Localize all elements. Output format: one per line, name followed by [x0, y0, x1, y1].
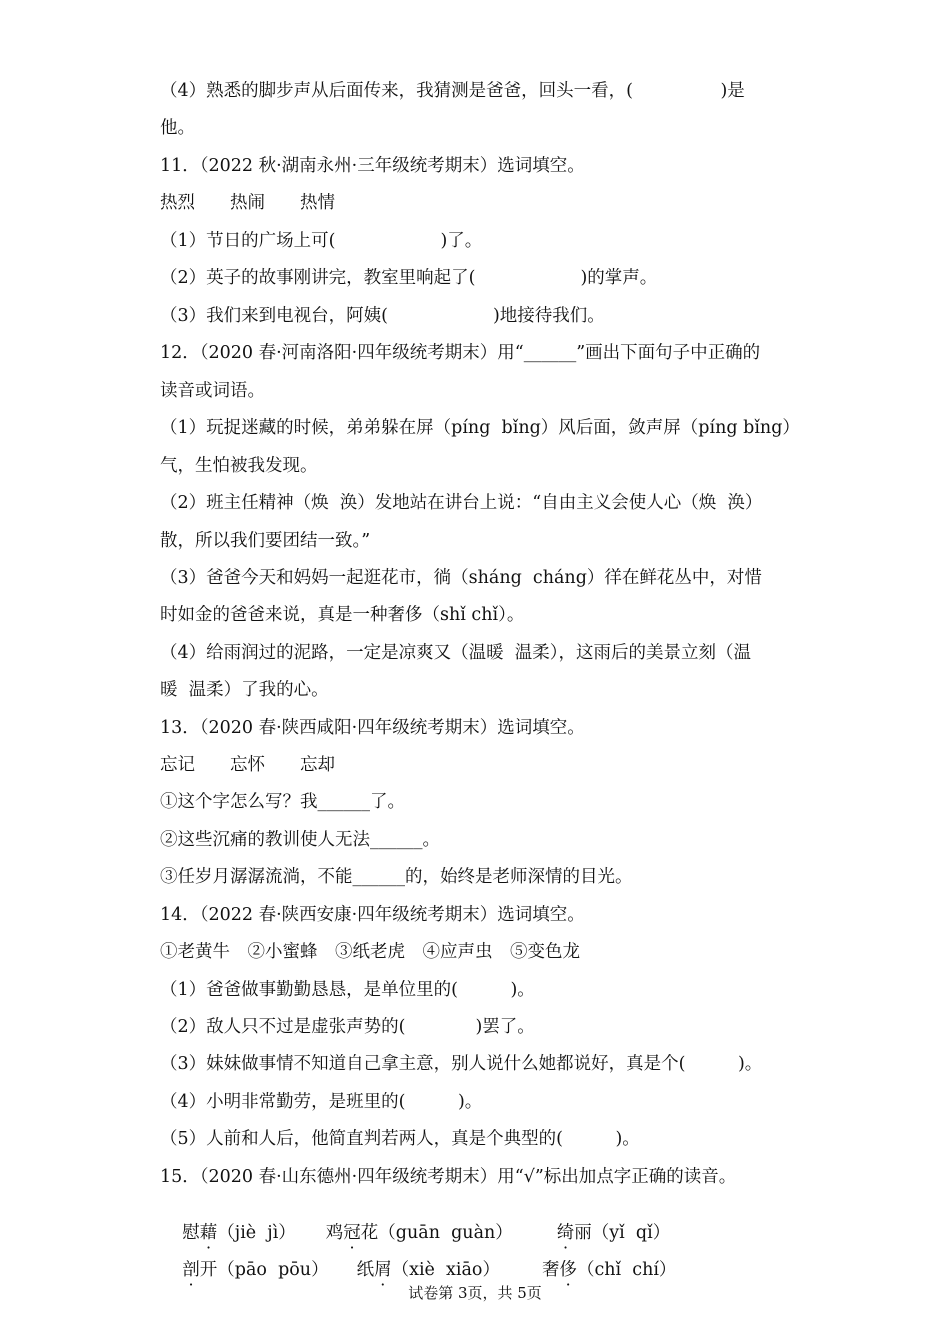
text-line: （3）爸爸今天和妈妈一起逛花市，徜（sháng cháng）徉在鲜花丛中，对惜 — [160, 568, 762, 588]
question-heading: 14．（2022 春·陕西安康·四年级统考期末）选词填空。 — [160, 905, 585, 925]
word-item: 纸屑（xiè xiāo） — [356, 1260, 500, 1280]
word-item: 慰藉（jiè jì） — [182, 1223, 296, 1243]
question-heading: 15．（2020 春·山东德州·四年级统考期末）用“√”标出加点字正确的读音。 — [160, 1167, 737, 1187]
text-line: （3）我们来到电视台，阿姨( )地接待我们。 — [160, 306, 605, 326]
word-options: ①老黄牛 ②小蜜蜂 ③纸老虎 ④应声虫 ⑤变色龙 — [160, 942, 580, 962]
text-line: 读音或词语。 — [160, 381, 265, 401]
page-footer: 试卷第 3页，共 5页 — [408, 1284, 542, 1302]
text-line: （4）熟悉的脚步声从后面传来，我猜测是爸爸，回头一看，( )是 — [160, 81, 745, 101]
text-line: （2）班主任精神（焕 涣）发地站在讲台上说：“自由主义会使人心（焕 涣） — [160, 493, 763, 513]
text-line: （2）敌人只不过是虚张声势的( )罢了。 — [160, 1017, 535, 1037]
text-line: 他。 — [160, 118, 195, 138]
text-line: （1）爸爸做事勤勤恳恳，是单位里的( )。 — [160, 980, 535, 1000]
text-line: ②这些沉痛的教训使人无法______。 — [160, 830, 440, 850]
word-item: 绮丽（yǐ qǐ） — [556, 1223, 671, 1243]
text-line: （1）节日的广场上可( )了。 — [160, 231, 483, 251]
question-heading: 12．（2020 春·河南洛阳·四年级统考期末）用“______”画出下面句子中正确的 — [160, 343, 761, 363]
question-heading: 13．（2020 春·陕西咸阳·四年级统考期末）选词填空。 — [160, 718, 585, 738]
text-line: （1）玩捉迷藏的时候，弟弟躲在屏（píng bǐng）风后面，敛声屏（píng bǐng） — [160, 418, 800, 438]
text-line: 气，生怕被我发现。 — [160, 456, 318, 476]
text-line: （3）妹妹做事情不知道自己拿主意，别人说什么她都说好，真是个( )。 — [160, 1054, 763, 1074]
text-line: ①这个字怎么写？我______了。 — [160, 792, 405, 812]
question-heading: 11．（2022 秋·湖南永州·三年级统考期末）选词填空。 — [160, 156, 585, 176]
word-options: 忘记 忘怀 忘却 — [160, 755, 335, 775]
text-line: 暖 温柔）了我的心。 — [160, 680, 329, 700]
word-options: 热烈 热闹 热情 — [160, 193, 335, 213]
word-item: 鸡冠花（guān guàn） — [325, 1223, 513, 1243]
word-item: 奢侈（chǐ chí） — [541, 1260, 677, 1280]
text-line: ③任岁月潺潺流淌，不能______的，始终是老师深情的目光。 — [160, 867, 633, 887]
text-line: （4）给雨润过的泥路，一定是凉爽又（温暖 温柔），这雨后的美景立刻（温 — [160, 643, 752, 663]
text-line: （2）英子的故事刚讲完，教室里响起了( )的掌声。 — [160, 268, 658, 288]
word-item: 剖开（pāo pōu） — [182, 1260, 329, 1280]
text-line: （5）人前和人后，他简直判若两人，真是个典型的( )。 — [160, 1129, 640, 1149]
text-line: （4）小明非常勤劳，是班里的( )。 — [160, 1092, 483, 1112]
text-line: 散，所以我们要团结一致。” — [160, 531, 371, 551]
text-line: 时如金的爸爸来说，真是一种奢侈（shǐ chǐ）。 — [160, 605, 525, 625]
